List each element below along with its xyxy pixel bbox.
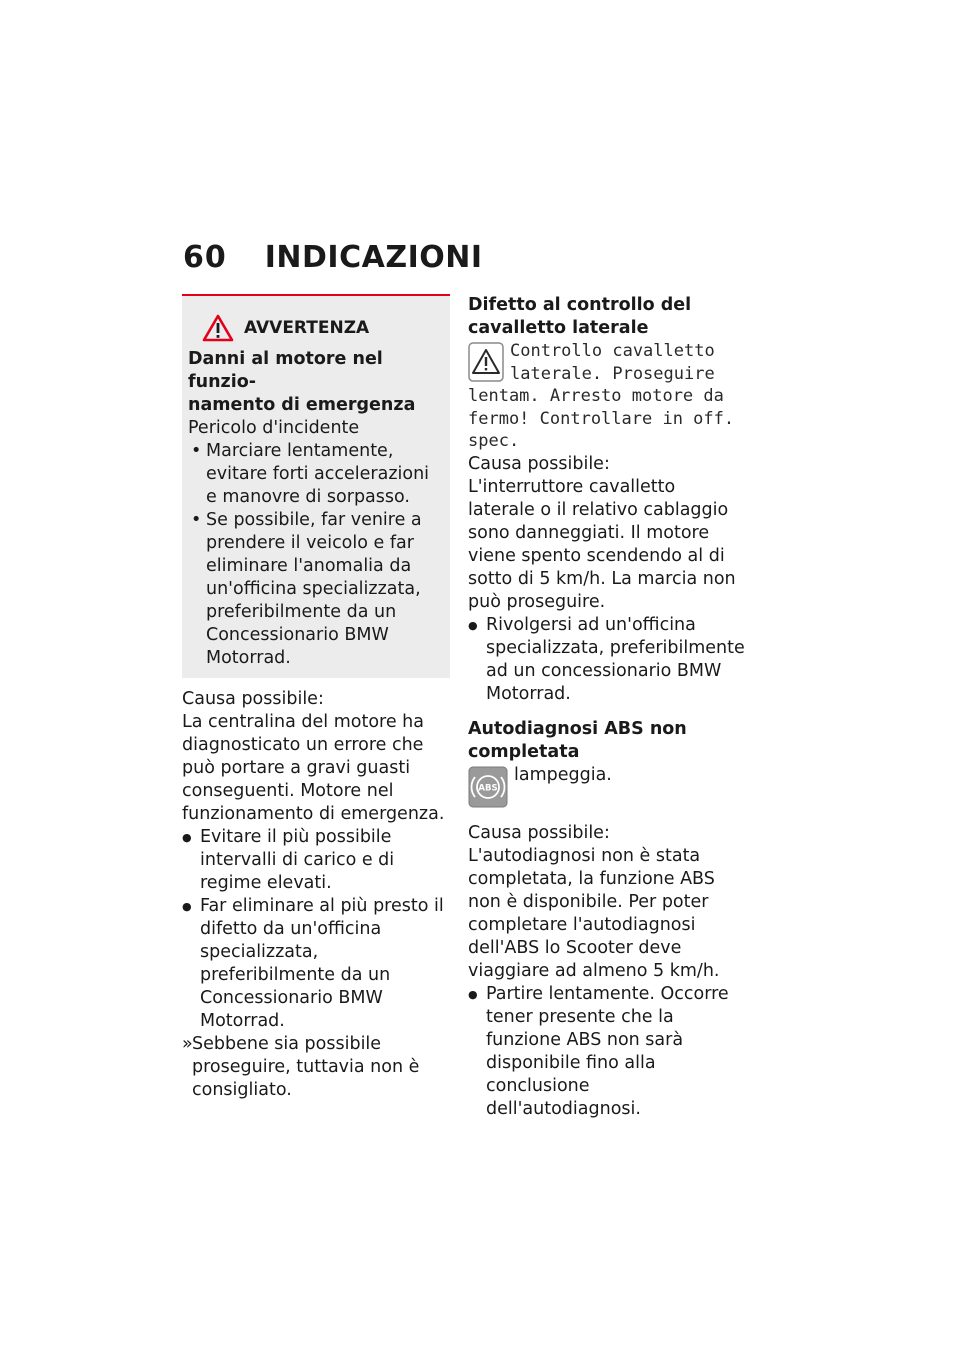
list-item: ● Partire lentamente. Occorre tener presente che la funzione ABS non sarà disponibile fino alla conclusione dell'autodiagnosi. [468,983,746,1121]
section-heading-abs: Autodiagnosi ABS non completata [468,718,687,762]
warning-triangle-icon [202,314,234,342]
warning-subtitle: Pericolo d'incidente [188,418,360,438]
page-number: 60 [183,240,227,275]
warning-box [182,294,450,678]
abs-icon-label: ABS [478,783,498,793]
page-header [183,240,483,275]
cause-text: L'autodiagnosi non è stata completata, la funzione ABS non è disponibile. Per poter completare l'autodiagnosi dell'ABS lo Scooter deve viaggiare ad almeno 5 km/h. [468,845,720,981]
cause-label: Causa possibile: [182,689,324,709]
list-item: • Se possibile, far venire a prendere il veicolo e far eliminare l'anomalia da un'officina specializzata, preferibilmente da un Concessionario BMW Motorrad. [188,509,442,670]
result-text: » Sebbene sia possibile proseguire, tuttavia non è consigliato. [182,1033,450,1102]
warning-head [202,314,442,342]
list-item: ● Far eliminare al più presto il difetto da un'officina specializzata, preferibilmente da un Concessionario BMW Motorrad. [182,895,450,1033]
cause-label: Causa possibile: [468,822,610,843]
list-item: ● Evitare il più possibile intervalli di carico e di regime elevati. [182,826,450,895]
action-list [182,826,450,1033]
list-item: • Marciare lentamente, evitare forti accelerazioni e manovre di sorpasso. [188,440,442,509]
action-list [468,614,746,706]
sidestand-display-message [468,340,746,453]
cause-label: Causa possibile: [468,453,610,474]
action-list [468,983,746,1121]
display-message-text: Controllo cavalletto laterale. Proseguire lentam. Arresto motore da fermo! Controllare in off. spec. [468,341,735,451]
section-heading-sidestand: Difetto al controllo del cavalletto laterale [468,295,692,338]
list-item: ● Rivolgersi ad un'officina specializzata, preferibilmente ad un concessionario BMW Motorrad. [468,614,746,706]
page-title: INDICAZIONI [264,240,483,275]
warning-heading-2: namento di emergenza [188,395,416,415]
cause-text: La centralina del motore ha diagnosticato un errore che può portare a gravi guasti conseguenti. Motore nel funzionamento di emergenza. [182,712,445,824]
left-column [182,294,450,1102]
warning-indicator-icon [468,342,504,382]
indicator-text: lampeggia. [514,764,612,785]
abs-indicator-row [468,764,746,810]
right-column [468,294,746,1121]
warning-heading-1: Danni al motore nel funzio- [188,349,383,392]
abs-warning-icon [468,766,508,808]
warning-list [188,440,442,670]
warning-label: AVVERTENZA [244,317,370,338]
cause-text: L'interruttore cavalletto laterale o il relativo cablaggio sono danneggiati. Il motore viene spento scendendo al di sotto di 5 km/h. La marcia non può proseguire. [468,476,736,612]
